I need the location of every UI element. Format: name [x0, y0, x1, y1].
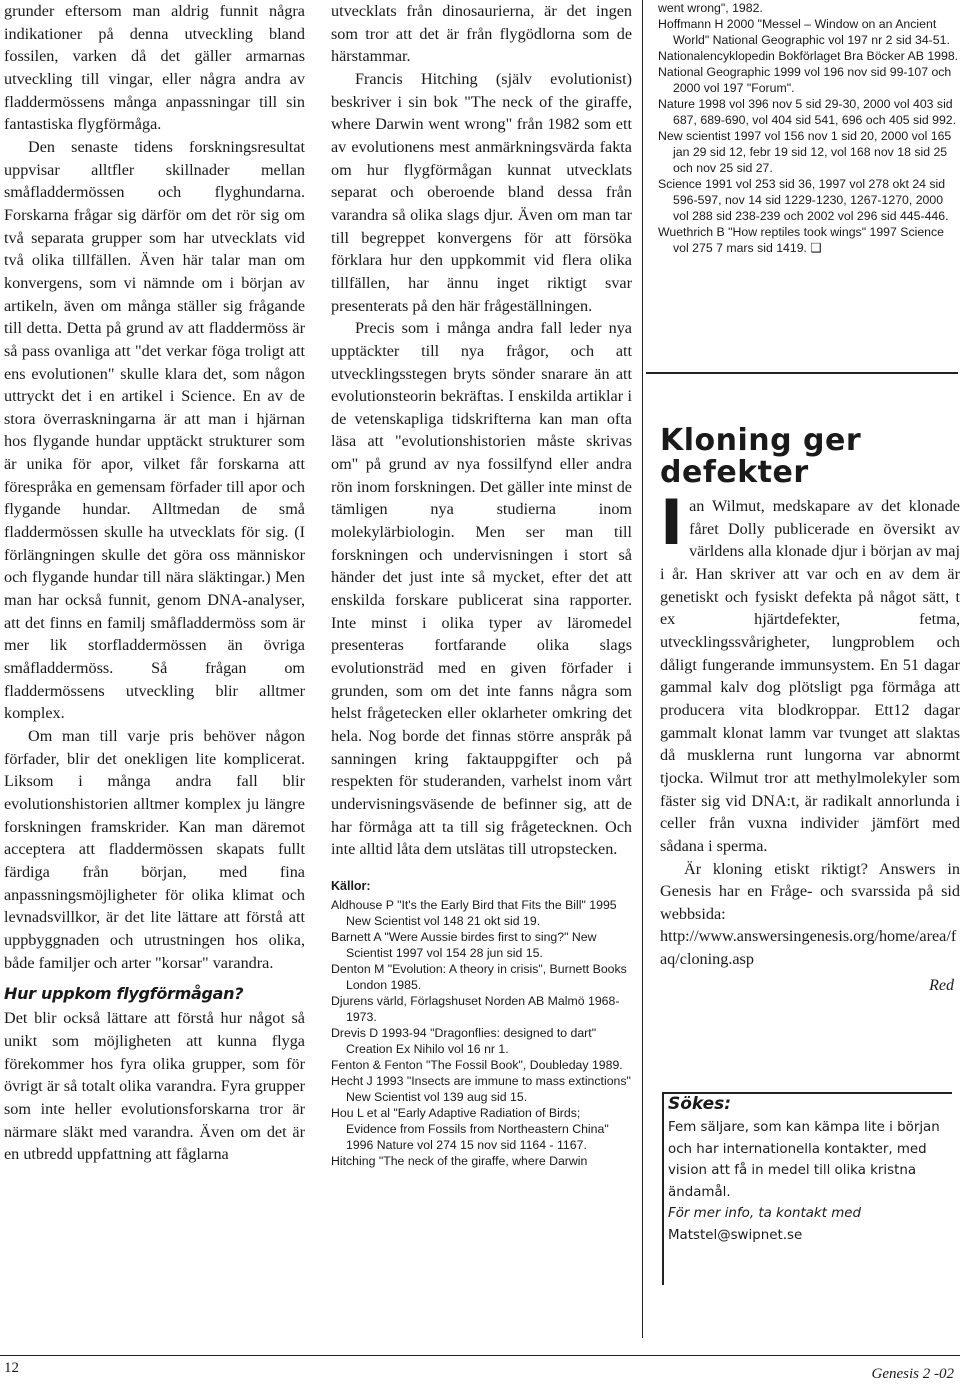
ad-frame-left	[662, 1092, 664, 1285]
ad-email[interactable]: Matstel@swipnet.se	[668, 1227, 803, 1243]
ad-info: För mer info, ta kontakt med	[668, 1206, 861, 1222]
paragraph: Det blir också lättare att förstå hur något så unikt som möjligheten att kunna flyga förekommer hos fyra olika grupper, som för övrigt är så totalt olika varandra. Fyra grupper som inte heller evolutionsforskarna tror är närmare släkt med varandra. Även om det är en utbredd uppfattning att fåglarna	[4, 1009, 305, 1164]
reference-item: Denton M "Evolution: A theory in crisis", Burnett Books London 1985.	[331, 961, 627, 992]
column-2	[331, 0, 632, 1169]
references-list-continued	[658, 0, 960, 256]
column-3	[658, 0, 960, 256]
paragraph: grunder eftersom man aldrig funnit några indikationer på denna utveckling bland fossilen, varken då det gäller armarnas utveckling till vingar, eller några andra av fladdermössens många anpassningar till sin fantastiska flygförmåga.	[4, 2, 305, 134]
references-title: Källor:	[331, 878, 371, 893]
references-list	[331, 897, 632, 1169]
drop-cap: I	[660, 486, 684, 559]
reference-item: Aldhouse P "It's the Early Bird that Fits the Bill" 1995 New Scientist vol 148 21 okt sid 19.	[331, 897, 617, 928]
issue-label: Genesis 2 -02	[871, 1366, 954, 1382]
paragraph: Francis Hitching (själv evolutionist) beskriver i sin bok "The neck of the giraffe, where Darwin went wrong" från 1982 som ett av evolutionens mest anmärkningsvärda fakta om hur flygförmågan kunnat utvecklats separat och oberoende bland dessa från varandra så olika slags djur. Även om man tar till begreppet konvergens för att försöka förklara hur den uppkommit vid flera olika tillfällen, har ännu inget riktigt svar presenterats på den här frågeställningen.	[331, 69, 632, 315]
reference-item: Science 1991 vol 253 sid 36, 1997 vol 278 okt 24 sid 596-597, nov 14 sid 1229-1230, 1267-1270, 2000 vol 288 sid 238-239 och 2002 vol 296 sid 445-446.	[658, 177, 949, 223]
reference-item: went wrong", 1982.	[658, 1, 763, 15]
reference-item: Djurens värld, Förlagshuset Norden AB Malmö 1968-1973.	[331, 993, 620, 1024]
ad-title: Sökes:	[668, 1094, 732, 1114]
reference-item: Wuethrich B "How reptiles took wings" 1997 Science vol 275 7 mars sid 1419. ❑	[658, 225, 945, 255]
reference-item: Hitching "The neck of the giraffe, where Darwin	[331, 1153, 588, 1168]
reference-item: Barnett A "Were Aussie birdes first to sing?" New Scientist 1997 vol 154 28 jun sid 15.	[331, 929, 597, 960]
paragraph: Den senaste tidens forskningsresultat uppvisar alltfler skillnader mellan småfladdermössen och flyghundarna. Forskarna frågar sig därför om det rör sig om två separata grupper som har utvecklats vid två olika tillfällen. Även här talar man om konvergens, som vi nämnde om i början av artikeln, även om många ställer sig frågande till detta. Detta på grund av att fladdermöss är så pass ovanliga att "det verkar föga troligt att ens evolutionen" skulle klara det, som någon uttryckt det i en artikel i Science. En av de stora överraskningarna är att man i hjärnan hos flygande hundar upptäckt strukturer som är unika för apor, vilket får forskarna att förespråka en gemensam förfader till apor och flygande hundar. Alltmedan de små fladdermössen skulle ha utvecklats för sig. (I förlängningen skulle det göra oss människor och flygande hundar till nära släktingar.) Men man har också funnit, genom DNA-analyser, att det finns en familj småfladdermöss som är mer lik storfladdermössen än övriga småfladdermöss. Så frågan om fladdermössens utveckling blir alltmer komplex.	[4, 137, 305, 723]
reference-item: Nationalencyklopedin Bokförlaget Bra Böcker AB 1998.	[658, 49, 959, 63]
reference-item: New scientist 1997 vol 156 nov 1 sid 20, 2000 vol 165 jan 29 sid 12, febr 19 sid 12, vol 168 nov 18 sid 25 och nov 25 sid 27.	[658, 129, 952, 175]
column-1	[4, 0, 305, 1166]
subheading: Hur uppkom flygförmågan?	[4, 984, 244, 1004]
wanted-ad	[668, 1093, 946, 1247]
article-headline: Kloning ger defekter	[660, 423, 862, 490]
ad-text: Fem säljare, som kan kämpa lite i början och har internationella kontakter, med vision att få in medel till olika kristna ändamål.	[668, 1120, 940, 1200]
article-divider	[646, 372, 958, 374]
reference-item: Hecht J 1993 "Insects are immune to mass extinctions" New Scientist vol 139 aug sid 15.	[331, 1073, 631, 1104]
reference-item: Fenton & Fenton "The Fossil Book", Doubleday 1989.	[331, 1057, 623, 1072]
signature: Red	[929, 976, 954, 994]
article-lead: an Wilmut, medskapare av det klonade fåret Dolly publicerade en översikt av världens alla klonade djur i början av maj i år. Han skriver att var och en av dem är genetiskt och fysiskt defekta på något sätt, t ex hjärtdefekter, fetma, utvecklingssvårigheter, lungproblem och dåligt fungerande immunsystem. En 51 dagar gammal kalv dog plötsligt pga förmåga att producera vita blodkroppar. Ett12 dagar gammalt klonat lamm var tvunget att slaktas då musklerna runt lungorna var abnormt tjocka. Wilmut tror att methylmolekyler som fäster sig vid DNA:t, är radikalt annorlunda i celler från vuxna individer jämfört med sådana i sperma.	[660, 497, 960, 855]
paragraph: Är kloning etiskt riktigt? Answers in Genesis har en Fråge- och svarssida på sid webbsida:	[660, 859, 960, 923]
cloning-article	[660, 425, 960, 995]
reference-item: Hoffmann H 2000 "Messel – Window on an Ancient World" National Geographic vol 197 nr 2 sid 34-51.	[658, 17, 950, 47]
article-url[interactable]: http://www.answersingenesis.org/home/area/faq/cloning.asp	[660, 927, 957, 969]
paragraph: Precis som i många andra fall leder nya upptäckter till nya frågor, och att utvecklingsstegen bryts sönder snarare än att evolutionsteorin bekräftas. I enskilda artiklar i de vetenskapliga tidskrifterna kan man ofta läsa att "evolutionshistorien måste skrivas om" på grund av nya fossilfynd eller andra rön inom forskningen. Det gäller inte minst de tämligen nya studierna inom molekylärbiologin. Men ser man till forskningen och undervisningen i stort så händer det just inte så mycket, efter det att enskilda forskare publicerat sina rapporter. Inte minst i olika typer av läromedel presenteras fortfarande olika slags evolutionsträd med en given förfader i grunden, som om det inte fanns några som helst frågetecken eller oklarheter omkring det hela. Nog borde det finnas större anspråk på sanningen kring faktauppgifter och på respekten för studeranden, varhelst inom vårt undervisningsväsende de befinner sig, att de har förmåga att ta till sig frågetecknen. Och inte alltid låta dem utslätas till utropstecken.	[331, 319, 632, 859]
reference-item: Nature 1998 vol 396 nov 5 sid 29-30, 2000 vol 403 sid 687, 689-690, vol 404 sid 541, 696 och 405 sid 992.	[658, 97, 957, 127]
paragraph: Om man till varje pris behöver någon förfader, blir det onekligen lite komplicerat. Liksom i många andra fall blir evolutionshistorien alltmer komplex ju längre forskningen framskrider. Kan man däremot acceptera att fladdermössen skapats fullt färdiga från början, med fina anpassningsmöjligheter för olika klimat och levnadsvillkor, är det lite lättare att förstå att uppbyggnaden och utrustningen hos olika, både familjer och arter "korsar" varandra.	[4, 727, 305, 972]
reference-item: National Geographic 1999 vol 196 nov sid 99-107 och 2000 vol 197 "Forum".	[658, 65, 952, 95]
paragraph: utvecklats från dinosaurierna, är det ingen som tror att det är från flygödlorna som de härstammar.	[331, 2, 632, 66]
reference-item: Drevis D 1993-94 "Dragonflies: designed to dart" Creation Ex Nihilo vol 16 nr 1.	[331, 1025, 597, 1056]
column-divider	[642, 0, 643, 1338]
page-number: 12	[4, 1360, 19, 1376]
footer-divider	[0, 1355, 960, 1356]
reference-item: Hou L et al "Early Adaptive Radiation of Birds; Evidence from Fossils from Northeastern China" 1996 Nature vol 274 15 nov sid 1164 - 1167.	[331, 1105, 609, 1152]
